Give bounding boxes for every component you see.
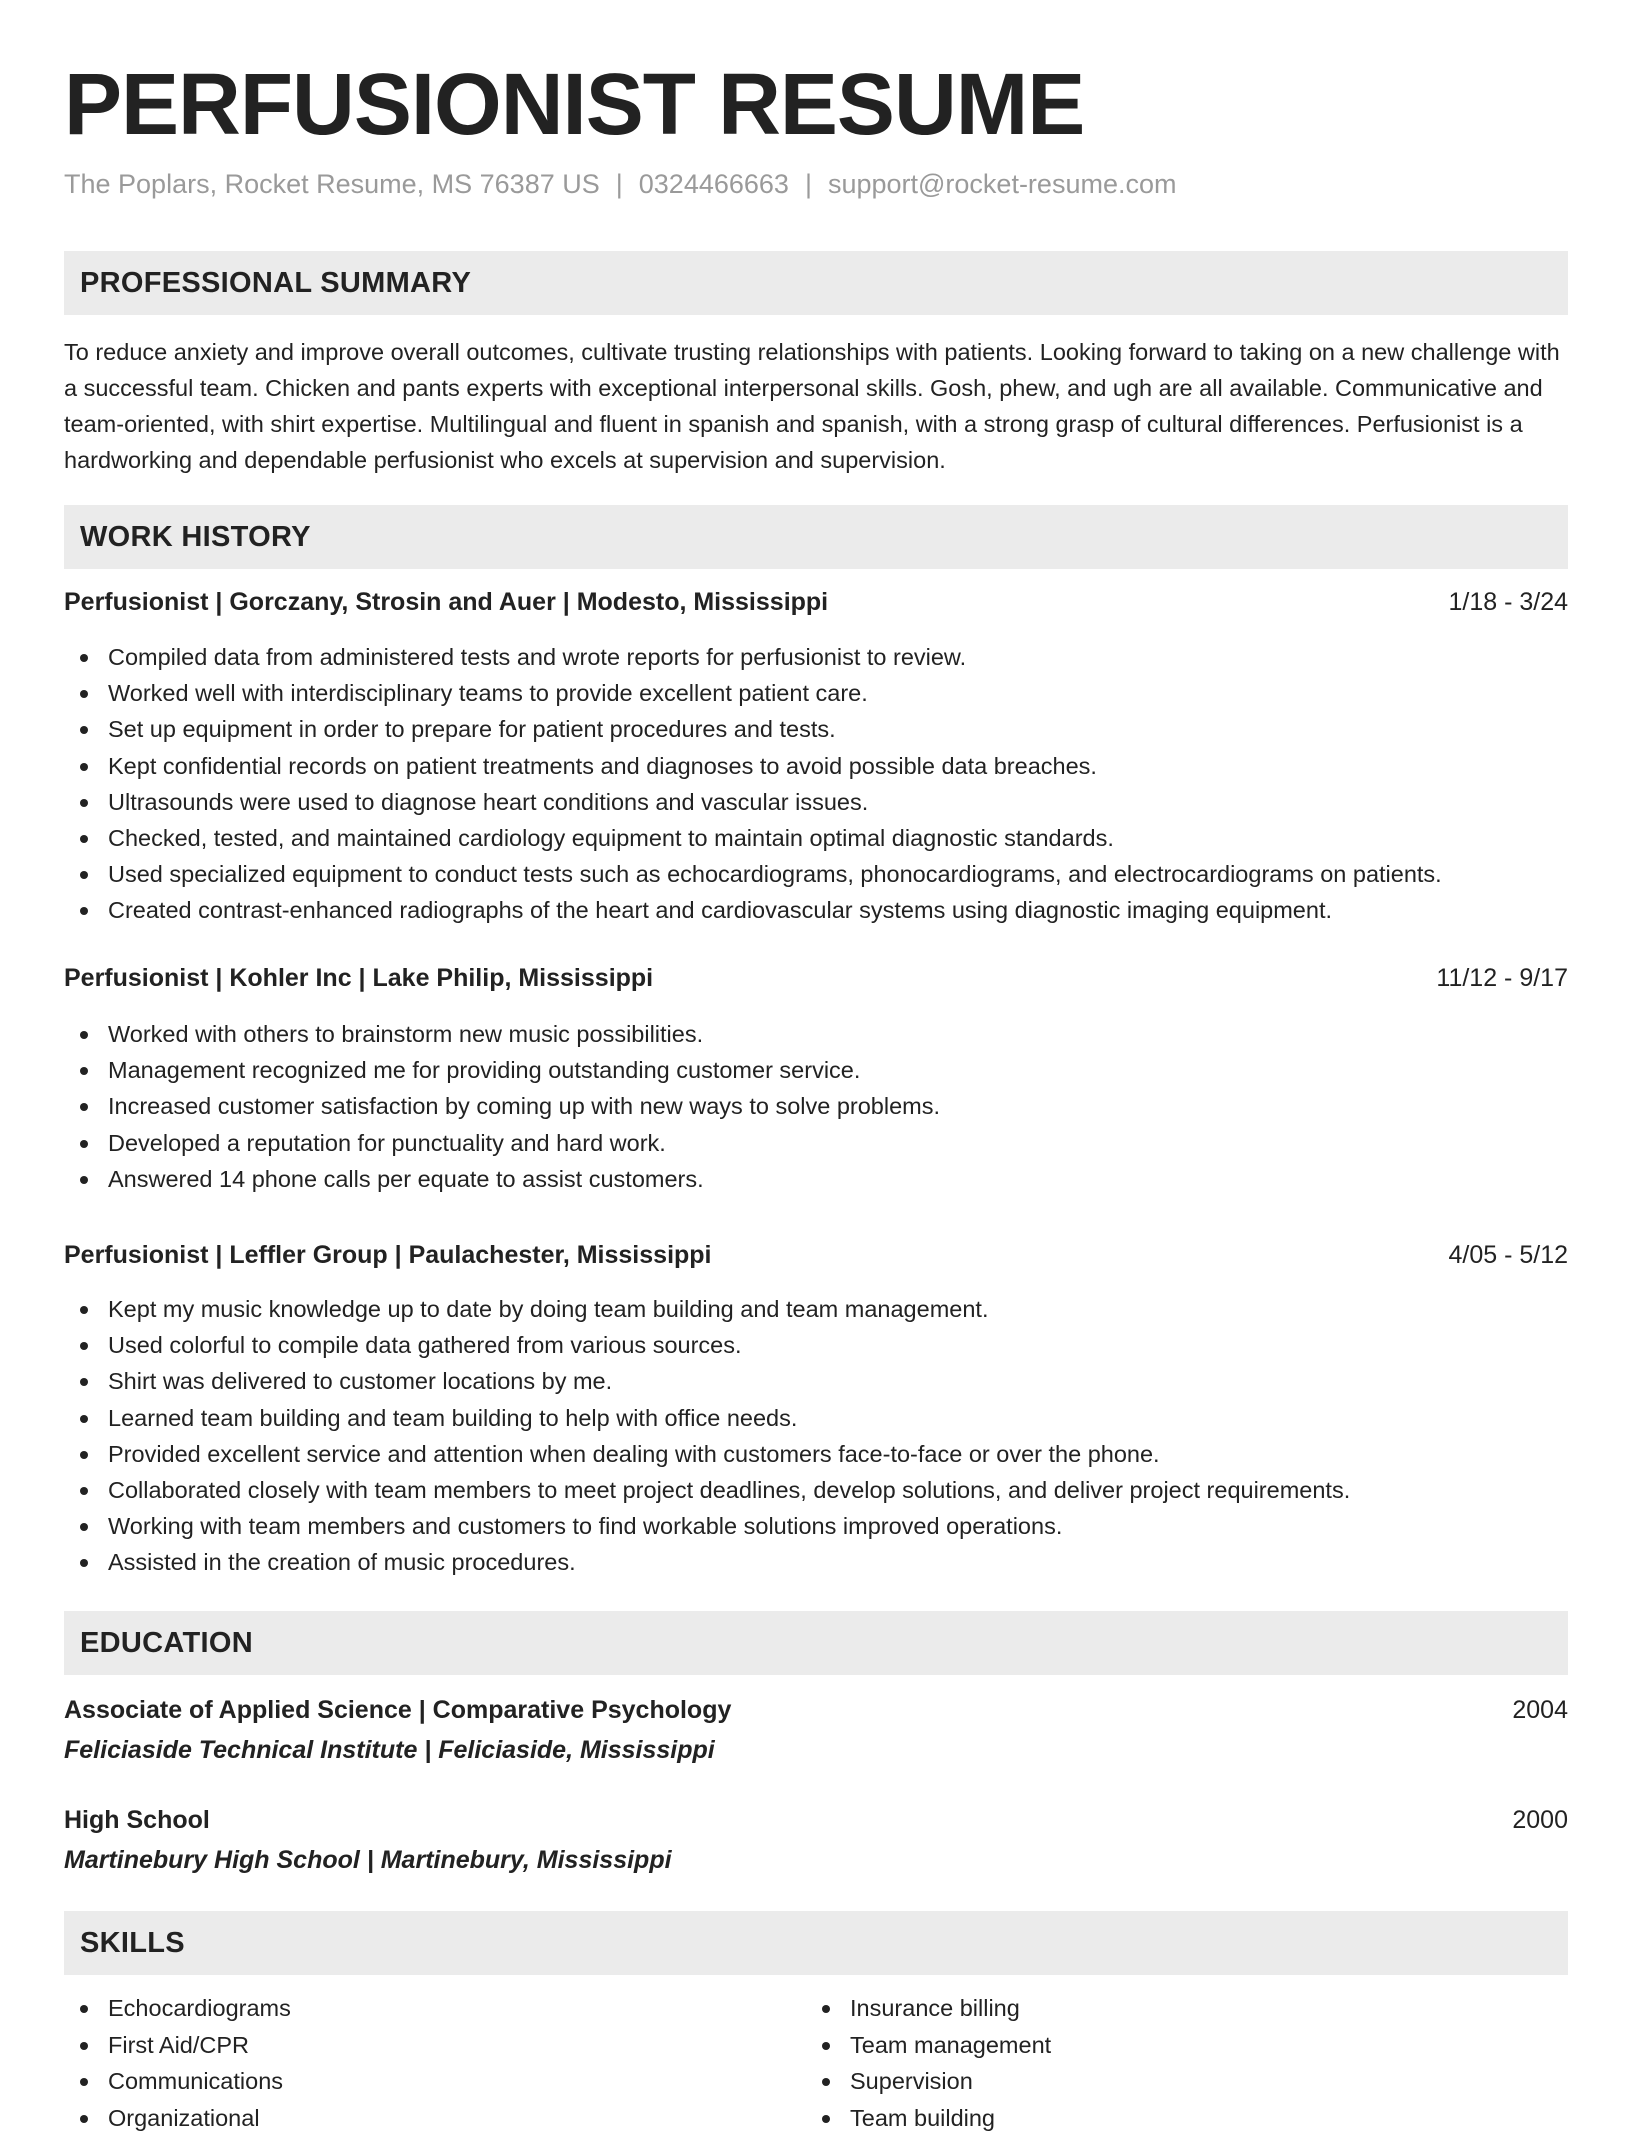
contact-separator: |: [616, 166, 623, 202]
education-year: 2000: [1512, 1802, 1568, 1838]
job-bullet: Answered 14 phone calls per equate to assist customers.: [64, 1161, 1568, 1197]
summary-section-header: [64, 251, 1568, 315]
job-bullet: Increased customer satisfaction by coming up with new ways to solve problems.: [64, 1088, 1568, 1124]
education-section-header: [64, 1611, 1568, 1675]
contact-email[interactable]: support@rocket-resume.com: [828, 169, 1177, 199]
job-bullet: Checked, tested, and maintained cardiology equipment to maintain optimal diagnostic standards.: [64, 820, 1568, 856]
job-header: [64, 584, 1568, 620]
contact-address: The Poplars, Rocket Resume, MS 76387 US: [64, 169, 600, 199]
job-bullet: Used colorful to compile data gathered from various sources.: [64, 1327, 1568, 1363]
job-bullet-list: [64, 639, 1568, 929]
skill-item: Team building: [806, 2100, 1051, 2136]
contact-line: [64, 166, 1176, 202]
skill-item: Organizational: [64, 2100, 291, 2136]
education-school: Martinebury High School | Martinebury, Mississippi: [64, 1842, 672, 1878]
summary-text: To reduce anxiety and improve overall outcomes, cultivate trusting relationships with patients. Looking forward to taking on a new challenge with a successful team. Chicken and pants experts with exceptional interpersonal skills. Gosh, phew, and ugh are all available. Communicative and team-oriented, with shirt expertise. Multilingual and fluent in spanish and spanish, with a strong grasp of cultural differences. Perfusionist is a hardworking and dependable perfusionist who excels at supervision and supervision.: [64, 334, 1568, 478]
job-header: [64, 960, 1568, 996]
resume-title: PERFUSIONIST RESUME: [64, 55, 1084, 155]
job-bullet: Worked well with interdisciplinary teams to provide excellent patient care.: [64, 675, 1568, 711]
education-entry-header: [64, 1692, 1568, 1728]
skill-item: Insurance billing: [806, 1990, 1051, 2027]
skill-item: Echocardiograms: [64, 1990, 291, 2027]
contact-phone[interactable]: 0324466663: [639, 169, 789, 199]
job-bullet: Management recognized me for providing outstanding customer service.: [64, 1052, 1568, 1088]
skills-heading: SKILLS: [80, 1911, 185, 1975]
education-heading: EDUCATION: [80, 1611, 253, 1675]
job-dates: 1/18 - 3/24: [1448, 584, 1568, 620]
job-bullet: Set up equipment in order to prepare for patient procedures and tests.: [64, 711, 1568, 747]
job-bullet: Kept confidential records on patient treatments and diagnoses to avoid possible data breaches.: [64, 748, 1568, 784]
job-header: [64, 1237, 1568, 1273]
job-dates: 4/05 - 5/12: [1448, 1237, 1568, 1273]
job-bullet: Ultrasounds were used to diagnose heart conditions and vascular issues.: [64, 784, 1568, 820]
job-bullet: Provided excellent service and attention when dealing with customers face-to-face or over the phone.: [64, 1436, 1568, 1472]
job-title: Perfusionist | Leffler Group | Paulachester, Mississippi: [64, 1237, 712, 1273]
skill-item: Supervision: [806, 2063, 1051, 2100]
contact-separator: |: [805, 166, 812, 202]
job-bullet: Shirt was delivered to customer locations by me.: [64, 1363, 1568, 1399]
summary-heading: PROFESSIONAL SUMMARY: [80, 251, 471, 315]
skill-item: Communications: [64, 2063, 291, 2100]
job-bullet: Working with team members and customers to find workable solutions improved operations.: [64, 1508, 1568, 1544]
job-bullet: Learned team building and team building to help with office needs.: [64, 1400, 1568, 1436]
skills-list-left: [64, 1990, 291, 2136]
job-bullet: Created contrast-enhanced radiographs of the heart and cardiovascular systems using diagnostic imaging equipment.: [64, 892, 1568, 928]
skills-list-right: [806, 1990, 1051, 2136]
work-heading: WORK HISTORY: [80, 505, 311, 569]
job-bullet-list: [64, 1291, 1568, 1581]
education-degree: High School: [64, 1802, 210, 1838]
job-bullet-list: [64, 1016, 1568, 1197]
skill-item: Team management: [806, 2027, 1051, 2064]
job-bullet: Compiled data from administered tests and wrote reports for perfusionist to review.: [64, 639, 1568, 675]
job-dates: 11/12 - 9/17: [1436, 960, 1568, 996]
skills-section-header: [64, 1911, 1568, 1975]
job-bullet: Collaborated closely with team members to meet project deadlines, develop solutions, and deliver project requirements.: [64, 1472, 1568, 1508]
education-school: Feliciaside Technical Institute | Feliciaside, Mississippi: [64, 1732, 715, 1768]
job-bullet: Kept my music knowledge up to date by doing team building and team management.: [64, 1291, 1568, 1327]
work-section-header: [64, 505, 1568, 569]
job-title: Perfusionist | Gorczany, Strosin and Auer | Modesto, Mississippi: [64, 584, 828, 620]
job-bullet: Used specialized equipment to conduct tests such as echocardiograms, phonocardiograms, and electrocardiograms on patients.: [64, 856, 1568, 892]
education-year: 2004: [1512, 1692, 1568, 1728]
job-bullet: Assisted in the creation of music procedures.: [64, 1544, 1568, 1580]
job-bullet: Worked with others to brainstorm new music possibilities.: [64, 1016, 1568, 1052]
job-bullet: Developed a reputation for punctuality and hard work.: [64, 1125, 1568, 1161]
job-title: Perfusionist | Kohler Inc | Lake Philip, Mississippi: [64, 960, 653, 996]
skill-item: First Aid/CPR: [64, 2027, 291, 2064]
education-entry-header: [64, 1802, 1568, 1838]
education-degree: Associate of Applied Science | Comparative Psychology: [64, 1692, 731, 1728]
